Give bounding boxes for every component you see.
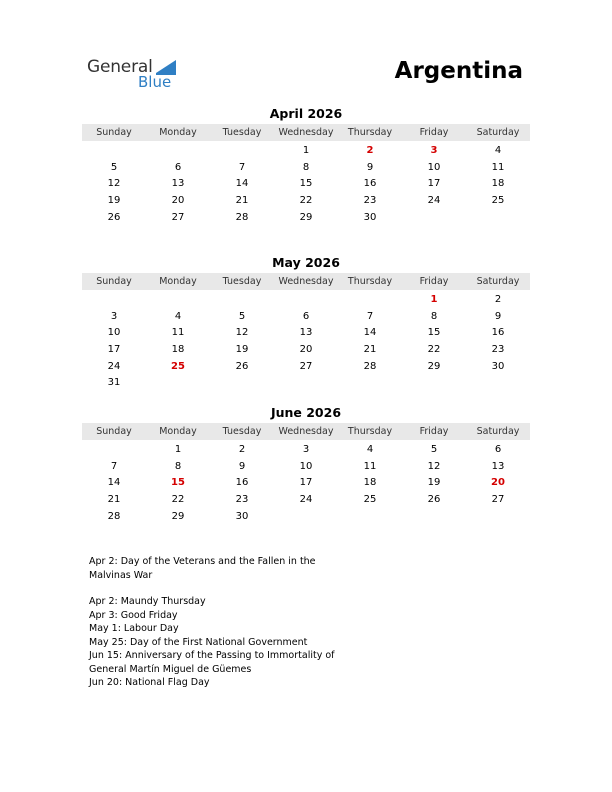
day-cell: 19 [107,195,121,207]
day-cell: 9 [238,460,246,472]
weekday-label: Monday [159,127,197,138]
day-cell: 11 [171,327,185,339]
day-cell: 12 [107,178,121,190]
holiday-note: Jun 15: Anniversary of the Passing to Immortality of General Martín Miguel de Güemes [89,650,335,675]
empty-day-cell [274,375,338,392]
day-cell: 13 [491,460,505,472]
day-cell: 11 [363,460,377,472]
day-cell: 26 [235,360,249,372]
empty-day-cell [338,292,402,309]
day-cell: 21 [107,494,121,506]
empty-day-cell [466,375,530,392]
day-cell: 13 [171,178,185,190]
weekday-label: Wednesday [278,127,334,138]
week-row [82,210,530,227]
day-cell: 14 [235,178,249,190]
week-row [82,509,530,526]
day-cell: 4 [494,145,502,156]
day-cell: 7 [366,310,374,322]
week-row [82,176,530,193]
day-cell: 15 [299,178,313,190]
day-cell: 24 [299,494,313,506]
day-cell: 15 [427,327,441,339]
day-cell: 7 [238,161,246,173]
day-cell: 2 [238,444,246,455]
day-cell: 20 [491,477,505,489]
empty-day-cell [274,292,338,309]
weekday-label: Saturday [476,127,520,138]
day-cell: 25 [363,494,377,506]
week-row [82,342,530,359]
weekday-label: Thursday [347,276,393,287]
day-cell: 4 [366,444,374,455]
weekday-label: Tuesday [222,426,262,437]
day-cell: 8 [430,310,438,322]
day-cell: 19 [235,344,249,356]
empty-day-cell [210,375,274,392]
day-cell: 3 [110,310,118,322]
day-cell: 9 [366,161,374,173]
day-cell: 28 [363,360,377,372]
day-cell: 27 [299,360,313,372]
day-cell: 30 [491,360,505,372]
weeks [82,442,530,525]
day-cell: 6 [494,444,502,455]
day-cell: 11 [491,161,505,173]
weekday-label: Friday [419,127,449,138]
day-cell: 22 [171,494,185,506]
holiday-note: May 1: Labour Day [89,623,179,634]
day-cell: 6 [302,310,310,322]
day-cell: 15 [171,477,185,489]
day-cell: 29 [171,510,185,522]
day-cell: 29 [299,211,313,223]
day-cell: 25 [171,360,185,372]
day-cell: 29 [427,360,441,372]
day-cell: 22 [427,344,441,356]
weekday-header [82,273,530,290]
empty-day-cell [82,292,146,309]
weekday-label: Saturday [476,276,520,287]
weekday-label: Friday [419,276,449,287]
holiday-note: Jun 20: National Flag Day [89,677,210,688]
empty-day-cell [210,143,274,160]
day-cell: 21 [235,195,249,207]
empty-day-cell [338,509,402,526]
weekday-header [82,423,530,440]
holiday-notes [89,555,349,690]
day-cell: 31 [107,377,121,389]
day-cell: 25 [491,195,505,207]
day-cell: 24 [107,360,121,372]
empty-day-cell [466,509,530,526]
weekday-label: Sunday [96,426,132,437]
month-june [82,405,530,525]
holiday-note: Apr 2: Day of the Veterans and the Fallen in the Malvinas War [89,556,316,581]
empty-day-cell [146,292,210,309]
weekday-label: Friday [419,426,449,437]
weeks [82,292,530,392]
logo-blue-text: Blue [138,73,172,91]
empty-day-cell [210,292,274,309]
day-cell: 14 [107,477,121,489]
day-cell: 3 [302,444,310,455]
weekday-label: Saturday [476,426,520,437]
day-cell: 20 [171,195,185,207]
day-cell: 8 [174,460,182,472]
weekday-label: Sunday [96,127,132,138]
day-cell: 21 [363,344,377,356]
day-cell: 13 [299,327,313,339]
day-cell: 26 [427,494,441,506]
week-row [82,359,530,376]
holiday-note: Apr 2: Maundy Thursday [89,596,206,607]
day-cell: 23 [491,344,505,356]
weekday-label: Thursday [347,127,393,138]
day-cell: 20 [299,344,313,356]
day-cell: 26 [107,211,121,223]
week-row [82,143,530,160]
day-cell: 1 [174,444,182,455]
day-cell: 16 [363,178,377,190]
week-row [82,492,530,509]
empty-day-cell [402,210,466,227]
day-cell: 16 [491,327,505,339]
week-row [82,459,530,476]
empty-day-cell [402,509,466,526]
weekday-label: Tuesday [222,276,262,287]
day-cell: 4 [174,310,182,322]
day-cell: 17 [299,477,313,489]
day-cell: 9 [494,310,502,322]
month-title: April 2026 [269,106,343,121]
day-cell: 18 [171,344,185,356]
empty-day-cell [274,509,338,526]
day-cell: 10 [107,327,121,339]
day-cell: 12 [427,460,441,472]
day-cell: 24 [427,195,441,207]
day-cell: 23 [363,195,377,207]
day-cell: 10 [427,161,441,173]
weekday-header [82,124,530,141]
empty-day-cell [146,143,210,160]
day-cell: 22 [299,195,313,207]
week-row [82,160,530,177]
day-cell: 16 [235,477,249,489]
month-april [82,106,530,226]
empty-day-cell [82,143,146,160]
weekday-label: Sunday [96,276,132,287]
empty-day-cell [146,375,210,392]
week-row [82,475,530,492]
week-row [82,442,530,459]
day-cell: 27 [171,211,185,223]
day-cell: 8 [302,161,310,173]
day-cell: 10 [299,460,313,472]
country-title: Argentina [394,58,523,84]
weeks [82,143,530,226]
day-cell: 1 [430,294,438,305]
day-cell: 5 [110,161,118,173]
weekday-label: Wednesday [278,426,334,437]
general-blue-logo [87,55,187,91]
day-cell: 23 [235,494,249,506]
day-cell: 6 [174,161,182,173]
month-title: May 2026 [272,255,340,270]
month-may [82,255,530,392]
day-cell: 5 [430,444,438,455]
day-cell: 17 [427,178,441,190]
day-cell: 30 [235,510,249,522]
day-cell: 14 [363,327,377,339]
logo-triangle-icon [156,60,176,73]
empty-day-cell [466,210,530,227]
note-spacer [89,582,349,595]
day-cell: 18 [363,477,377,489]
weekday-label: Thursday [347,426,393,437]
month-title: June 2026 [270,405,342,420]
empty-day-cell [402,375,466,392]
day-cell: 12 [235,327,249,339]
logo-general-text: General [87,57,153,77]
day-cell: 28 [235,211,249,223]
week-row [82,309,530,326]
week-row [82,193,530,210]
weekday-label: Monday [159,276,197,287]
day-cell: 18 [491,178,505,190]
weekday-label: Wednesday [278,276,334,287]
day-cell: 1 [302,145,310,156]
day-cell: 3 [430,145,438,156]
week-row [82,325,530,342]
weekday-label: Monday [159,426,197,437]
week-row [82,375,530,392]
week-row [82,292,530,309]
empty-day-cell [338,375,402,392]
day-cell: 17 [107,344,121,356]
day-cell: 2 [494,294,502,305]
holiday-note: Apr 3: Good Friday [89,609,178,621]
day-cell: 7 [110,460,118,472]
day-cell: 2 [366,145,374,156]
day-cell: 28 [107,510,121,522]
holiday-note: May 25: Day of the First National Government [89,636,308,648]
day-cell: 30 [363,211,377,223]
empty-day-cell [82,442,146,459]
day-cell: 27 [491,494,505,506]
day-cell: 5 [238,310,246,322]
weekday-label: Tuesday [222,127,262,138]
day-cell: 19 [427,477,441,489]
